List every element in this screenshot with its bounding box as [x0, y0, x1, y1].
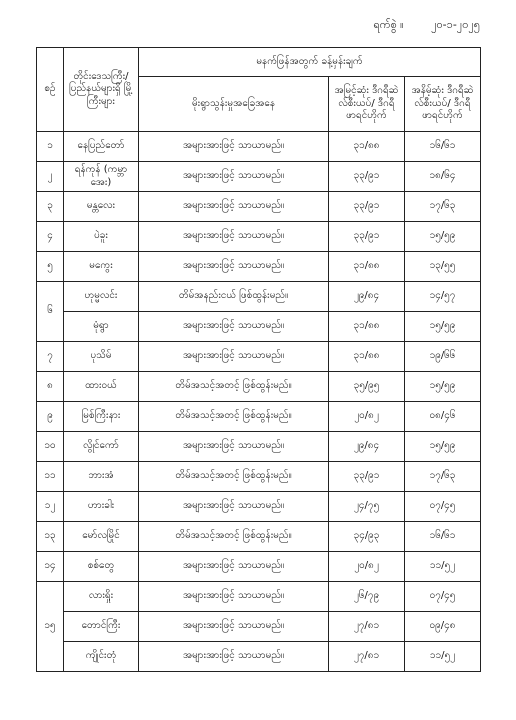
max-temp-cell: ၂၇/၈၁ — [329, 642, 405, 672]
max-temp-cell: ၃၁/၈၈ — [329, 252, 405, 282]
max-temp-cell: ၂၆/၇၉ — [329, 582, 405, 612]
condition-cell: အများအားဖြင့် သာယာမည်။ — [139, 132, 329, 162]
table-row — [37, 222, 481, 252]
city-cell: မော်လမြိုင် — [64, 522, 139, 552]
serial-no-cell: ၅ — [37, 252, 64, 282]
min-temp-cell: ၀၈/၄၆ — [405, 402, 481, 432]
max-temp-cell: ၃၅/၉၅ — [329, 372, 405, 402]
condition-cell: အများအားဖြင့် သာယာမည်။ — [139, 642, 329, 672]
city-cell: လားရှိုး — [64, 582, 139, 612]
city-cell: ပုသိမ် — [64, 342, 139, 372]
serial-no-cell: ၁ — [37, 132, 64, 162]
max-temp-cell: ၂၀/၈၂ — [329, 552, 405, 582]
min-temp-cell: ၁၇/၆၃ — [405, 192, 481, 222]
serial-no-cell: ၁၄ — [37, 552, 64, 582]
city-cell: ဟုမ္မလင်း — [64, 282, 139, 312]
condition-cell: အများအားဖြင့် သာယာမည်။ — [139, 342, 329, 372]
table-row — [37, 342, 481, 372]
table-row — [37, 162, 481, 192]
condition-cell: အများအားဖြင့် သာယာမည်။ — [139, 612, 329, 642]
condition-cell: အများအားဖြင့် သာယာမည်။ — [139, 432, 329, 462]
min-temp-cell: ၁၃/၅၅ — [405, 252, 481, 282]
table-row — [37, 252, 481, 282]
max-temp-cell: ၃၁/၈၈ — [329, 312, 405, 342]
min-temp-cell: ၁၅/၅၉ — [405, 222, 481, 252]
city-cell: ရန်ကုန် (ကမ္ဘာအေး) — [64, 162, 139, 192]
condition-cell: အများအားဖြင့် သာယာမည်။ — [139, 582, 329, 612]
max-temp-cell: ၃၁/၈၈ — [329, 342, 405, 372]
max-temp-cell: ၃၃/၉၁ — [329, 192, 405, 222]
condition-cell: အများအားဖြင့် သာယာမည်။ — [139, 222, 329, 252]
min-temp-cell: ၁၁/၅၂ — [405, 552, 481, 582]
condition-cell: အများအားဖြင့် သာယာမည်။ — [139, 192, 329, 222]
table-row — [37, 642, 481, 672]
date-line — [373, 18, 480, 34]
max-temp-cell: ၃၃/၉၁ — [329, 462, 405, 492]
max-temp-cell: ၃၄/၉၃ — [329, 522, 405, 552]
max-temp-cell: ၂၀/၈၂ — [329, 402, 405, 432]
city-cell: ကျိုင်းတုံ — [64, 642, 139, 672]
header-min-temp: အနိမ့်ဆုံး ဒီဂရီဆဲလ်စီးယပ်/ ဒီဂရီဖာရင်ဟိုက် — [405, 77, 481, 132]
date-value: ၂၀-၁-၂၀၂၅ — [431, 18, 480, 31]
max-temp-cell: ၂၉/၈၄ — [329, 432, 405, 462]
serial-no-cell: ၁၃ — [37, 522, 64, 552]
min-temp-cell: ၀၇/၄၅ — [405, 582, 481, 612]
table-row — [37, 612, 481, 642]
city-cell: မြစ်ကြီးနား — [64, 402, 139, 432]
min-temp-cell: ၀၉/၄၈ — [405, 612, 481, 642]
serial-no-cell: ၁၀ — [37, 432, 64, 462]
condition-cell: အများအားဖြင့် သာယာမည်။ — [139, 492, 329, 522]
table-row — [37, 492, 481, 522]
serial-no-cell: ၉ — [37, 402, 64, 432]
forecast-table — [36, 47, 481, 672]
city-cell: တောင်ကြီး — [64, 612, 139, 642]
min-temp-cell: ၁၁/၅၂ — [405, 642, 481, 672]
max-temp-cell: ၃၁/၈၈ — [329, 132, 405, 162]
city-cell: စစ်တွေ — [64, 552, 139, 582]
table-row — [37, 462, 481, 492]
min-temp-cell: ၀၇/၄၅ — [405, 492, 481, 522]
serial-no-cell: ၄ — [37, 222, 64, 252]
serial-no-cell: ၂ — [37, 162, 64, 192]
header-city: တိုင်းဒေသကြီး/ ပြည်နယ်များရှိ မြို့ကြီးများ — [64, 48, 139, 132]
table-header — [37, 48, 481, 132]
min-temp-cell: ၁၆/၆၁ — [405, 132, 481, 162]
condition-cell: တိမ်အသင့်အတင့် ဖြစ်ထွန်းမည်။ — [139, 462, 329, 492]
table-row — [37, 552, 481, 582]
min-temp-cell: ၁၇/၆၃ — [405, 462, 481, 492]
date-label: ရက်စွဲ ။ — [373, 18, 404, 31]
table-row — [37, 522, 481, 552]
min-temp-cell: ၁၅/၅၉ — [405, 372, 481, 402]
serial-no-cell: ၇ — [37, 342, 64, 372]
table-row — [37, 312, 481, 342]
table-row — [37, 192, 481, 222]
header-max-temp: အမြင့်ဆုံး ဒီဂရီဆဲလ်စီးယပ်/ ဒီဂရီဖာရင်ဟိုက် — [329, 77, 405, 132]
header-serial-no: စဉ် — [37, 48, 64, 132]
max-temp-cell: ၂၄/၇၅ — [329, 492, 405, 522]
max-temp-cell: ၂၇/၈၁ — [329, 612, 405, 642]
table-body — [37, 132, 481, 672]
condition-cell: အများအားဖြင့် သာယာမည်။ — [139, 552, 329, 582]
table-row — [37, 132, 481, 162]
condition-cell: အများအားဖြင့် သာယာမည်။ — [139, 162, 329, 192]
condition-cell: တိမ်အသင့်အတင့် ဖြစ်ထွန်းမည်။ — [139, 372, 329, 402]
serial-no-cell: ၁၅ — [37, 582, 64, 672]
header-forecast-group: မနက်ဖြန်အတွက် ခန့်မှန်းချက် — [139, 48, 481, 77]
city-cell: နေပြည်တော် — [64, 132, 139, 162]
serial-no-cell: ၁၂ — [37, 492, 64, 522]
min-temp-cell: ၁၅/၅၉ — [405, 312, 481, 342]
condition-cell: တိမ်အသင့်အတင့် ဖြစ်ထွန်းမည်။ — [139, 402, 329, 432]
serial-no-cell: ၆ — [37, 282, 64, 342]
city-cell: မကွေး — [64, 252, 139, 282]
table-row — [37, 372, 481, 402]
max-temp-cell: ၃၃/၉၁ — [329, 222, 405, 252]
header-condition: မိုးရွာသွန်းမှုအခြေအနေ — [139, 77, 329, 132]
min-temp-cell: ၁၄/၅၇ — [405, 282, 481, 312]
table-row — [37, 432, 481, 462]
serial-no-cell: ၃ — [37, 192, 64, 222]
table-row — [37, 282, 481, 312]
condition-cell: အများအားဖြင့် သာယာမည်။ — [139, 312, 329, 342]
serial-no-cell: ၈ — [37, 372, 64, 402]
max-temp-cell: ၃၃/၉၁ — [329, 162, 405, 192]
city-cell: ပဲခူး — [64, 222, 139, 252]
condition-cell: အများအားဖြင့် သာယာမည်။ — [139, 252, 329, 282]
min-temp-cell: ၁၈/၆၄ — [405, 162, 481, 192]
condition-cell: တိမ်အနည်းငယ် ဖြစ်ထွန်းမည်။ — [139, 282, 329, 312]
min-temp-cell: ၁၆/၆၁ — [405, 522, 481, 552]
city-cell: မုံရွာ — [64, 312, 139, 342]
condition-cell: တိမ်အသင့်အတင့် ဖြစ်ထွန်းမည်။ — [139, 522, 329, 552]
table-row — [37, 582, 481, 612]
min-temp-cell: ၁၅/၅၉ — [405, 432, 481, 462]
max-temp-cell: ၂၉/၈၄ — [329, 282, 405, 312]
serial-no-cell: ၁၁ — [37, 462, 64, 492]
city-cell: မန္တလေး — [64, 192, 139, 222]
city-cell: ဘားအံ — [64, 462, 139, 492]
city-cell: လွိုင်ကော် — [64, 432, 139, 462]
city-cell: ဟားခါး — [64, 492, 139, 522]
table-row — [37, 402, 481, 432]
min-temp-cell: ၁၉/၆၆ — [405, 342, 481, 372]
city-cell: ထားဝယ် — [64, 372, 139, 402]
